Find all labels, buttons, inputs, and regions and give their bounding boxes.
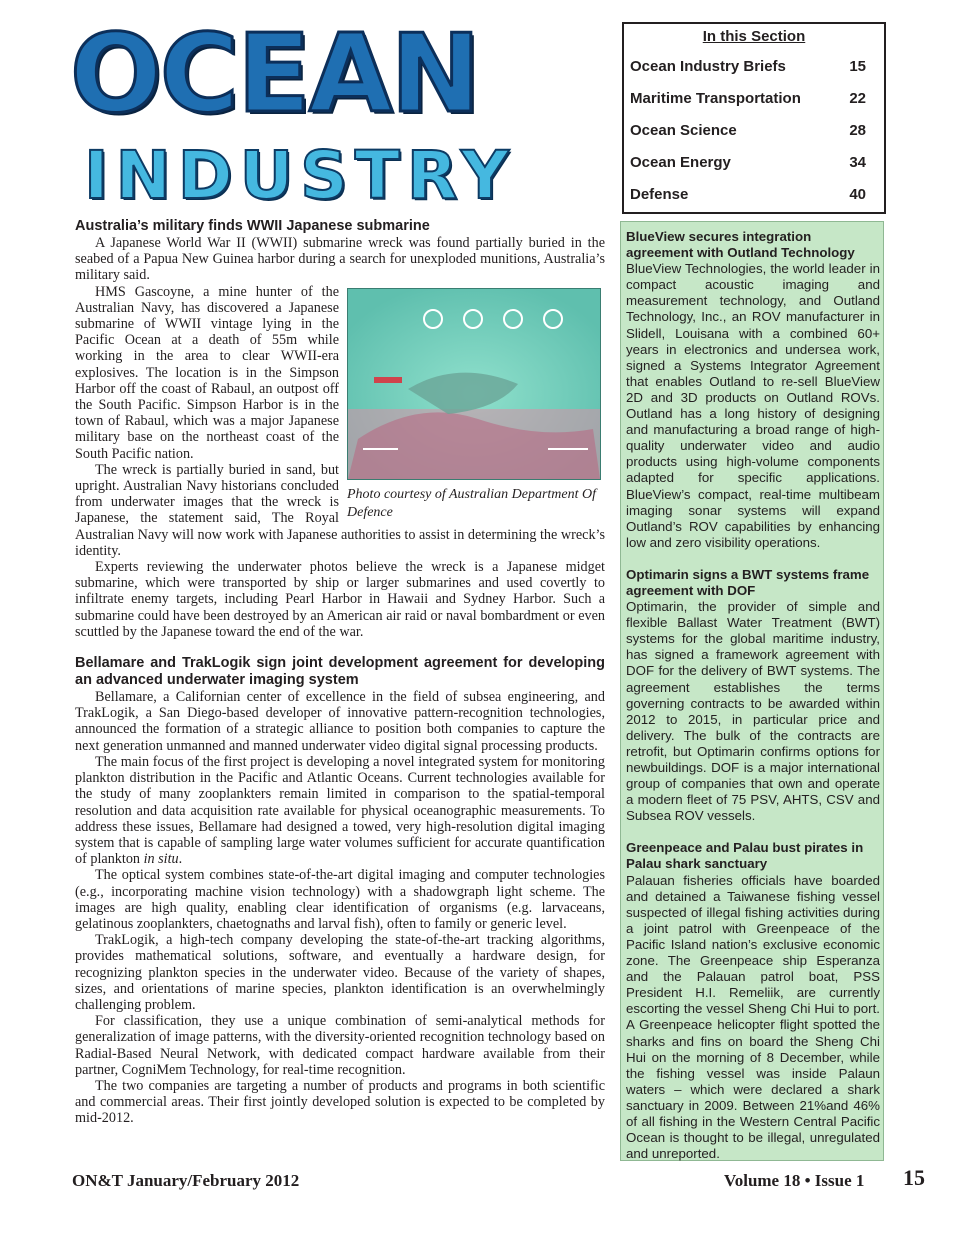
toc-item-page: 34: [849, 153, 866, 171]
article-paragraph: The two companies are targeting a number of products and programs in both scientific and commercial areas. Their first jointly developed solution is expected to be completed by mid-2012.: [75, 1077, 605, 1127]
masthead-industry: INDUSTRY: [84, 137, 516, 214]
toc-item-label: Ocean Science: [630, 121, 737, 139]
article-paragraph: For classification, they use a unique combination of semi-analytical methods for generalization of image patterns, with the diversity-oriented recognition technology based on Radial-Based Neural Network, with dedicated compact hardware available from their partner, CogniMem Technology, for real-time recognition.: [75, 1013, 605, 1078]
brief-headline: BlueView secures integration agreement with Outland Technology: [626, 229, 855, 261]
toc-item[interactable]: [624, 146, 884, 178]
brief-headline: Greenpeace and Palau bust pirates in Palau shark sanctuary: [626, 840, 864, 872]
photo-figure: [347, 288, 605, 522]
submarine-wreck-photo: [347, 288, 601, 480]
toc-title: In this Section: [702, 28, 806, 45]
toc-item-label: Ocean Industry Briefs: [630, 57, 786, 75]
brief-body: Palauan fisheries officials have boarded and detained a Taiwanese fishing vessel suspected of illegal fishing activities during a joint patrol with Greenpeace of the Pacific Island nation’s exclusive economic zone. The Greenpeace ship Esperanza and the Palauan patrol boat, PSS President H.I. Remeliik, are currently escorting the vessel Sheng Chi Hui to port. A Greenpeace helicopter flight spotted the sharks and fins on board the Sheng Chi Hui on the morning of 8 December, while the fishing vessel was inside Palaun waters – which were declared a shark sanctuary in 2009. Between 21%and 46% of all fishing in the Western Central Pacific Ocean is thought to be illegal, unregulated and unreported.: [626, 872, 880, 1162]
toc-item-page: 15: [849, 57, 866, 75]
toc-item[interactable]: [624, 50, 884, 82]
toc-item[interactable]: [624, 114, 884, 146]
masthead-logo: [70, 12, 605, 220]
toc-item-page: 22: [849, 89, 866, 107]
article-paragraph: The optical system combines state-of-the-art digital imaging and computer technologies (e.g., incorporating machine vision technology) with a shadowgraph light scheme. The images are high quality, enabling clear identification of organisms (e.g. larvaceans, gelatinous zooplankters, chaetognaths and larval fish), often to family or generic level.: [75, 867, 605, 932]
masthead-ocean: OCEAN: [70, 12, 479, 137]
toc-item-label: Maritime Transportation: [630, 89, 801, 107]
news-briefs-sidebar: [620, 221, 884, 1161]
toc-item-page: 40: [849, 185, 866, 203]
main-column: [75, 218, 605, 1127]
toc-item[interactable]: [624, 82, 884, 114]
article-paragraph: HMS Gascoyne, a mine hunter of the Australian Navy, has discovered a Japanese submarine of WWII vintage lying in the Pacific Ocean at a death of 55m while working in the area to clear WWII-era explosives. The location is in the Simpson Harbor off the coast of Rabaul, an outpost off the South Pacific. Simpson Harbor is in the town of Rabaul, which was a major Japanese military base on the northeast coast of the South Pacific nation.: [75, 283, 339, 462]
article-paragraph: TrakLogik, a high-tech company developing the state-of-the-art tracking algorithms, provides mathematical solutions, software, and eventually a hardware design, for recognizing plankton species in the underwater video. Because of the variety of shapes, sizes, and orientations of marine species, plankton identification is an overwhelmingly challenging problem.: [75, 932, 605, 1013]
article-headline: Bellamare and TrakLogik sign joint development agreement for developing an advanced underwater imaging system: [75, 655, 605, 689]
footer-volume: Volume 18 • Issue 1: [724, 1171, 865, 1190]
brief-headline: Optimarin signs a BWT systems frame agreement with DOF: [626, 566, 870, 598]
toc-item-page: 28: [849, 121, 866, 139]
toc-item-label: Ocean Energy: [630, 153, 731, 171]
brief-body: Optimarin, the provider of simple and flexible Ballast Water Treatment (BWT) systems for the global maritime industry, has signed a framework agreement with DOF for the delivery of BWT systems. The agreement establishes the terms governing contracts to be awarded within 2012 to 2015, in particular price and delivery. The bulk of the contracts are retrofit, but Optimarin confirms options for newbuildings. DOF is a major international group of companies that own and operate a modern fleet of 75 PSV, AHTS, CSV and Subsea ROV vessels.: [626, 599, 880, 824]
article-paragraph: Experts reviewing the underwater photos believe the wreck is a Japanese midget submarine, which were transported by ship or larger submarines and used covertly to infiltrate enemy targets, including Pearl Harbor in Hawaii and Sydney Harbor. Such a submarine could have been destroyed by an American air raid or naval bombardment or even scuttled by the Japanese toward the end of the war.: [75, 559, 605, 640]
page-number: 15: [903, 1165, 925, 1190]
article-paragraph: Bellamare, a Californian center of excellence in the field of subsea engineering, and TrakLogik, a San Diego-based developer of innovative pattern-recognition technologies, announced the formation of a strategic alliance to position both companies to capture the next generation unmanned and manned underwater video digital signal processing products.: [75, 689, 605, 754]
toc-item[interactable]: [624, 178, 884, 210]
toc-item-label: Defense: [630, 185, 689, 203]
article-paragraph: A Japanese World War II (WWII) submarine wreck was found partially buried in the seabed of a Papua New Guinea harbor during a search for unexploded munitions, Australia’s military said.: [75, 235, 605, 284]
italic-term: in situ: [143, 851, 179, 868]
article-paragraph: The main focus of the first project is developing a novel integrated system for monitoring plankton distribution in the Pacific and Atlantic Oceans. Current technologies available for the study of many zooplankters remain limited in comparison to the spatial-temporal resolution and data acquisition rate available for physical oceanographic measurements. To address these issues, Bellamare had designed a towed, very high-resolution digital imaging system that is capable of sampling large water volumes sufficient for accurate quantification of plankton in situ.: [75, 753, 605, 868]
article-paragraph: The wreck is partially buried in sand, but upright. Australian Navy historians concluded from underwater images that the wreck is Japanese, the statement said, The Royal Australian Navy will now work with Japanese authorities to assist in determining the wreck’s identity.: [75, 461, 605, 559]
underwater-image-graphic: [348, 289, 600, 479]
brief-body: BlueView Technologies, the world leader in compact acoustic imaging and measurement technology, and Outland Technology, Inc., an ROV manufacturer in Slidell, Louisana with a combined 60+ years in electronics and undersea work, signed a Systems Integrator Agreement that enables Outland to re-sell BlueView 2D and 3D products on Outland ROVs. Outland has a long history of designing and manufacturing a broad range of high-quality underwater video and audio products using high-volume components adapted for specific applications. BlueView’s compact, real-time multibeam imaging sonar systems will expand Outland’s ROV capabilities by enhancing low and zero visibility operations.: [626, 261, 880, 550]
footer-publication: ON&T January/February 2012: [72, 1171, 300, 1190]
photo-caption: Photo courtesy of Australian Department Of Defence: [347, 486, 596, 520]
article-paragraph-text: The main focus of the first project is developing a novel integrated system for monitoring plankton distribution in the Pacific and Atlantic Oceans. Current technologies available for the study of many zooplankters remain limited in comparison to the spatial-temporal resolution and data acquisition rate available for physical oceanographic measurements. To address these issues, Bellamare had designed a towed, very high-resolution digital imaging system that is capable of sampling large water volumes sufficient for accurate quantification of plankton: [75, 753, 605, 868]
article-headline: Australia’s military finds WWII Japanese submarine: [75, 218, 430, 234]
section-contents-box: [622, 22, 886, 214]
